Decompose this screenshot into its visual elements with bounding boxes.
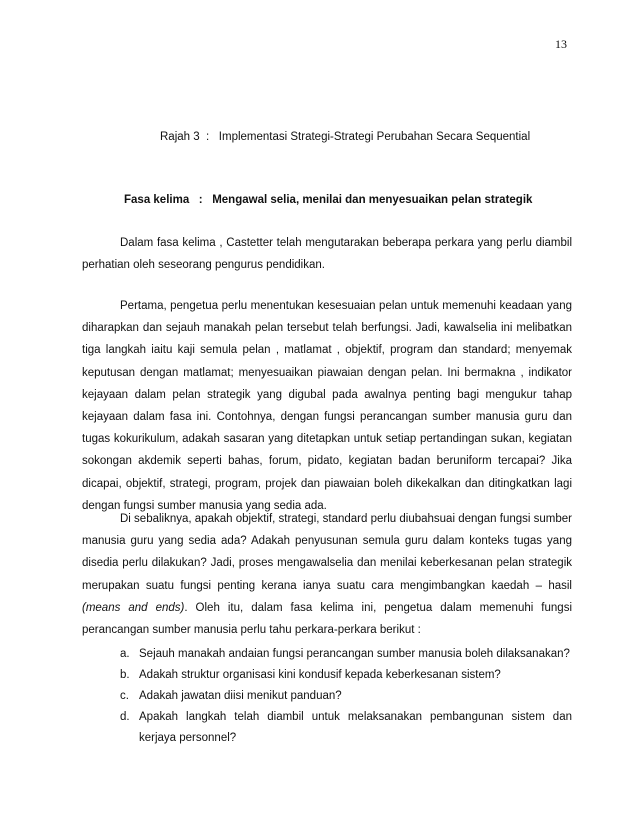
list-item [82,707,572,749]
list-item-continuation: kerjaya personnel? [139,732,237,744]
paragraph-1-text: Dalam fasa kelima , Castetter telah mengutarakan beberapa perkara yang perlu diambil perhatian oleh seseorang pengurus pendidikan. [82,237,572,272]
paragraph-3-text-b: . Oleh itu, dalam fasa kelima ini, pengetua dalam memenuhi fungsi perancangan sumber manusia perlu tahu perkara-perkara berikut : [82,601,572,637]
paragraph-2-text: Pertama, pengetua perlu menentukan kesesuaian pelan untuk memenuhi keadaan yang diharapkan dan sejauh manakah pelan tersebut telah berfungsi. Jadi, kawalselia ini melibatkan tiga langkah iaitu kaji semula pelan , matlamat , objektif, program dan standard; menyemak keputusan dengan matlamat; menyesuaikan piawaian dengan pelan. Ini bermakna , indikator kejayaan dalam pelan strategik yang digubal pada awalnya penting bagi mengukur tahap kejayaan dalam fasa ini. Contohnya, dengan fungsi perancangan sumber manusia guru dan tugas kokurikulum, adakah sasaran yang ditetapkan untuk setiap pertandingan sukan, kegiatan sokongan akdemik seperti bahas, forum, pidato, kegiatan badan beruniform tercapai? Jika dicapai, objektif, strategi, program, projek dan piawaian boleh dikekalkan dan ditingkatkan lagi dengan fungsi sumber manusia yang sedia ada. [82,300,572,512]
question-list [82,644,572,749]
list-marker: b. [120,669,130,681]
section-heading: Fasa kelima : Mengawal selia, menilai dan menyesuaikan pelan strategik [124,194,533,206]
list-item-text: Sejauh manakah andaian fungsi perancangan sumber manusia boleh dilaksanakan? [139,648,570,660]
paragraph-3 [82,508,572,641]
page-number: 13 [555,37,567,51]
paragraph-3-text-a: Di sebaliknya, apakah objektif, strategi, standard perlu diubahsuai dengan fungsi sumber manusia guru yang sedia ada? Adakah penyusunan semula guru dalam konteks tugas yang disedia perlu dilakukan? Jadi, proses mengawalselia dan menilai keberkesanan pelan strategik merupakan suatu fungsi penting kerana ianya suatu cara mengimbangkan kaedah – hasil [82,513,572,592]
paragraph-1 [82,232,572,276]
paragraph-3-italic: (means and ends) [82,601,185,614]
list-item [82,686,572,707]
list-item-text: Adakah jawatan diisi menikut panduan? [139,690,342,702]
list-marker: d. [120,711,130,723]
list-item [82,665,572,686]
paragraph-2 [82,295,572,517]
list-marker: c. [120,690,129,702]
list-item [82,644,572,665]
list-item-text: Adakah struktur organisasi kini kondusif kepada keberkesanan sistem? [139,669,501,681]
list-marker: a. [120,648,130,660]
list-item-text: Apakah langkah telah diambil untuk melaksanakan pembangunan sistem dan [139,711,572,723]
figure-caption: Rajah 3 : Implementasi Strategi-Strategi Perubahan Secara Sequential [160,131,531,143]
